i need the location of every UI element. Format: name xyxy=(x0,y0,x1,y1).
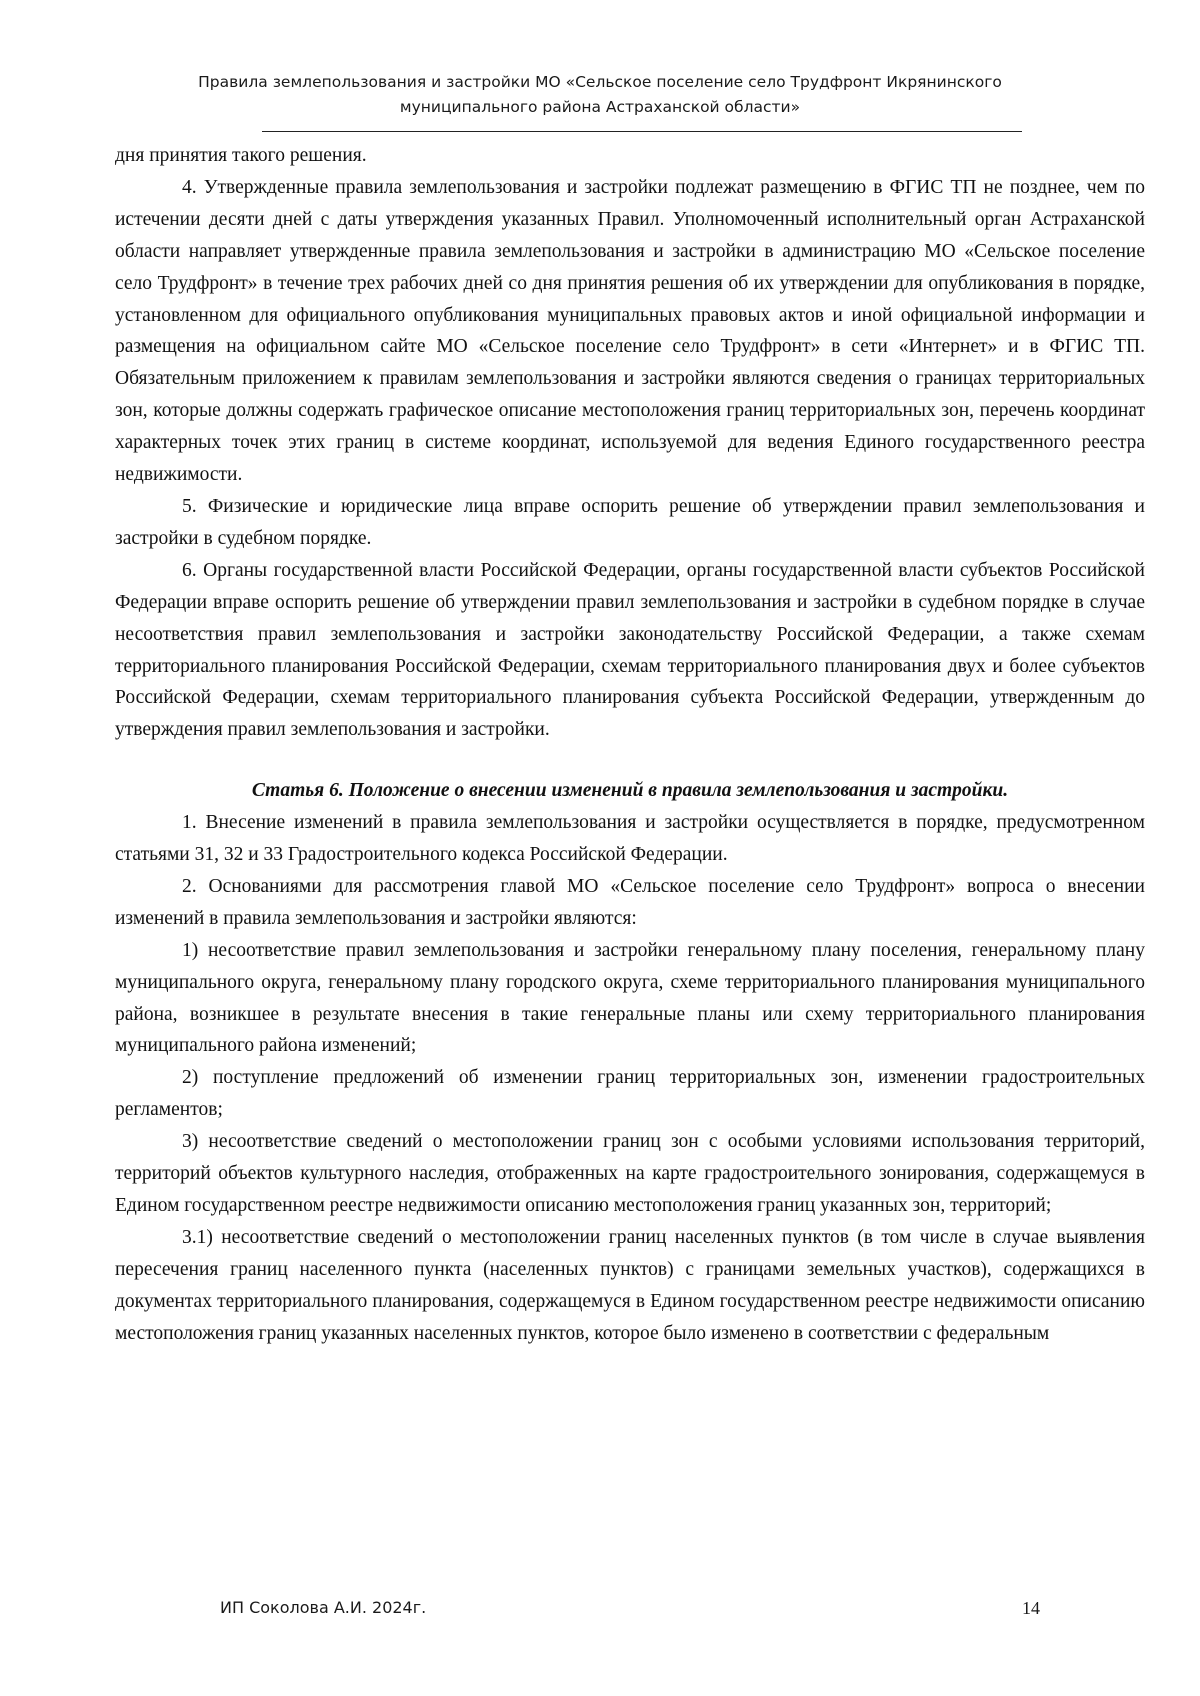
footer-author: ИП Соколова А.И. 2024г. xyxy=(220,1598,427,1617)
article-6-paragraph-1: 1. Внесение изменений в правила землепользования и застройки осуществляется в порядке, предусмотренном статьями 31, 32 и 33 Градостроительного кодекса Российской Федерации. xyxy=(115,812,1145,866)
header-divider xyxy=(262,131,1022,132)
running-header xyxy=(160,70,1040,120)
article-6-paragraph-2: 2. Основаниями для рассмотрения главой МО «Сельское поселение село Трудфронт» вопроса о внесении изменений в правила землепользования и застройки являются: xyxy=(115,875,1145,929)
article-6-item-3: 3) несоответствие сведений о местоположении границ зон с особыми условиями использования территорий, территорий объектов культурного наследия, отображенных на карте градостроительного зонирования, содержащемуся в Едином государственном реестре недвижимости описанию местоположения границ указанных зон, территорий; xyxy=(115,1131,1145,1216)
page-footer xyxy=(0,1598,1200,1628)
paragraph-continued: дня принятия такого решения. xyxy=(115,145,367,166)
paragraph-6: 6. Органы государственной власти Российской Федерации, органы государственной власти субъектов Российской Федерации вправе оспорить решение об утверждении правил землепользования и застройки в судебном порядке в случае несоответствия правил землепользования и застройки законодательству Российской Федерации, а также схемам территориального планирования Российской Федерации, схемам территориального планирования двух и более субъектов Российской Федерации, схемам территориального планирования субъекта Российской Федерации, утвержденным до утверждения правил землепользования и застройки. xyxy=(115,559,1145,741)
article-6-item-3-1: 3.1) несоответствие сведений о местоположении границ населенных пунктов (в том числе в случае выявления пересечения границ населенного пункта (населенных пунктов) с границами земельных участков), содержащихся в документах территориального планирования, содержащемуся в Едином государственном реестре недвижимости описанию местоположения границ указанных населенных пунктов, которое было изменено в соответствии с федеральным xyxy=(115,1226,1145,1344)
paragraph-5: 5. Физические и юридические лица вправе оспорить решение об утверждении правил землепользования и застройки в судебном порядке. xyxy=(115,495,1145,549)
article-6-item-1: 1) несоответствие правил землепользования и застройки генеральному плану поселения, генеральному плану муниципального округа, генеральному плану городского округа, схеме территориального планирования муниципального района, возникшее в результате внесения в такие генеральные планы или схему территориального планирования муниципального района изменений; xyxy=(115,939,1145,1057)
article-6-heading: Статья 6. Положение о внесении изменений в правила землепользования и застройки. xyxy=(251,780,1009,802)
running-header-line-2: муниципального района Астраханской области» xyxy=(399,98,801,116)
paragraph-4: 4. Утвержденные правила землепользования и застройки подлежат размещению в ФГИС ТП не позднее, чем по истечении десяти дней с даты утверждения указанных Правил. Уполномоченный исполнительный орган Астраханской области направляет утвержденные правила землепользования и застройки в администрацию МО «Сельское поселение село Трудфронт» в течение трех рабочих дней со дня принятия решения об их утверждении для опубликования в порядке, установленном для официального опубликования муниципальных правовых актов и иной официальной информации и размещения на официальном сайте МО «Сельское поселение село Трудфронт» в сети «Интернет» и в ФГИС ТП. Обязательным приложением к правилам землепользования и застройки являются сведения о границах территориальных зон, которые должны содержать графическое описание местоположения границ территориальных зон, перечень координат характерных точек этих границ в системе координат, используемой для ведения Единого государственного реестра недвижимости. xyxy=(115,176,1145,486)
document-body xyxy=(115,140,1145,1350)
running-header-line-1: Правила землепользования и застройки МО «Сельское поселение село Трудфронт Икрянинского xyxy=(198,73,1002,91)
article-6-item-2: 2) поступление предложений об изменении границ территориальных зон, изменении градостроительных регламентов; xyxy=(115,1067,1145,1121)
page-number: 14 xyxy=(1022,1598,1040,1618)
